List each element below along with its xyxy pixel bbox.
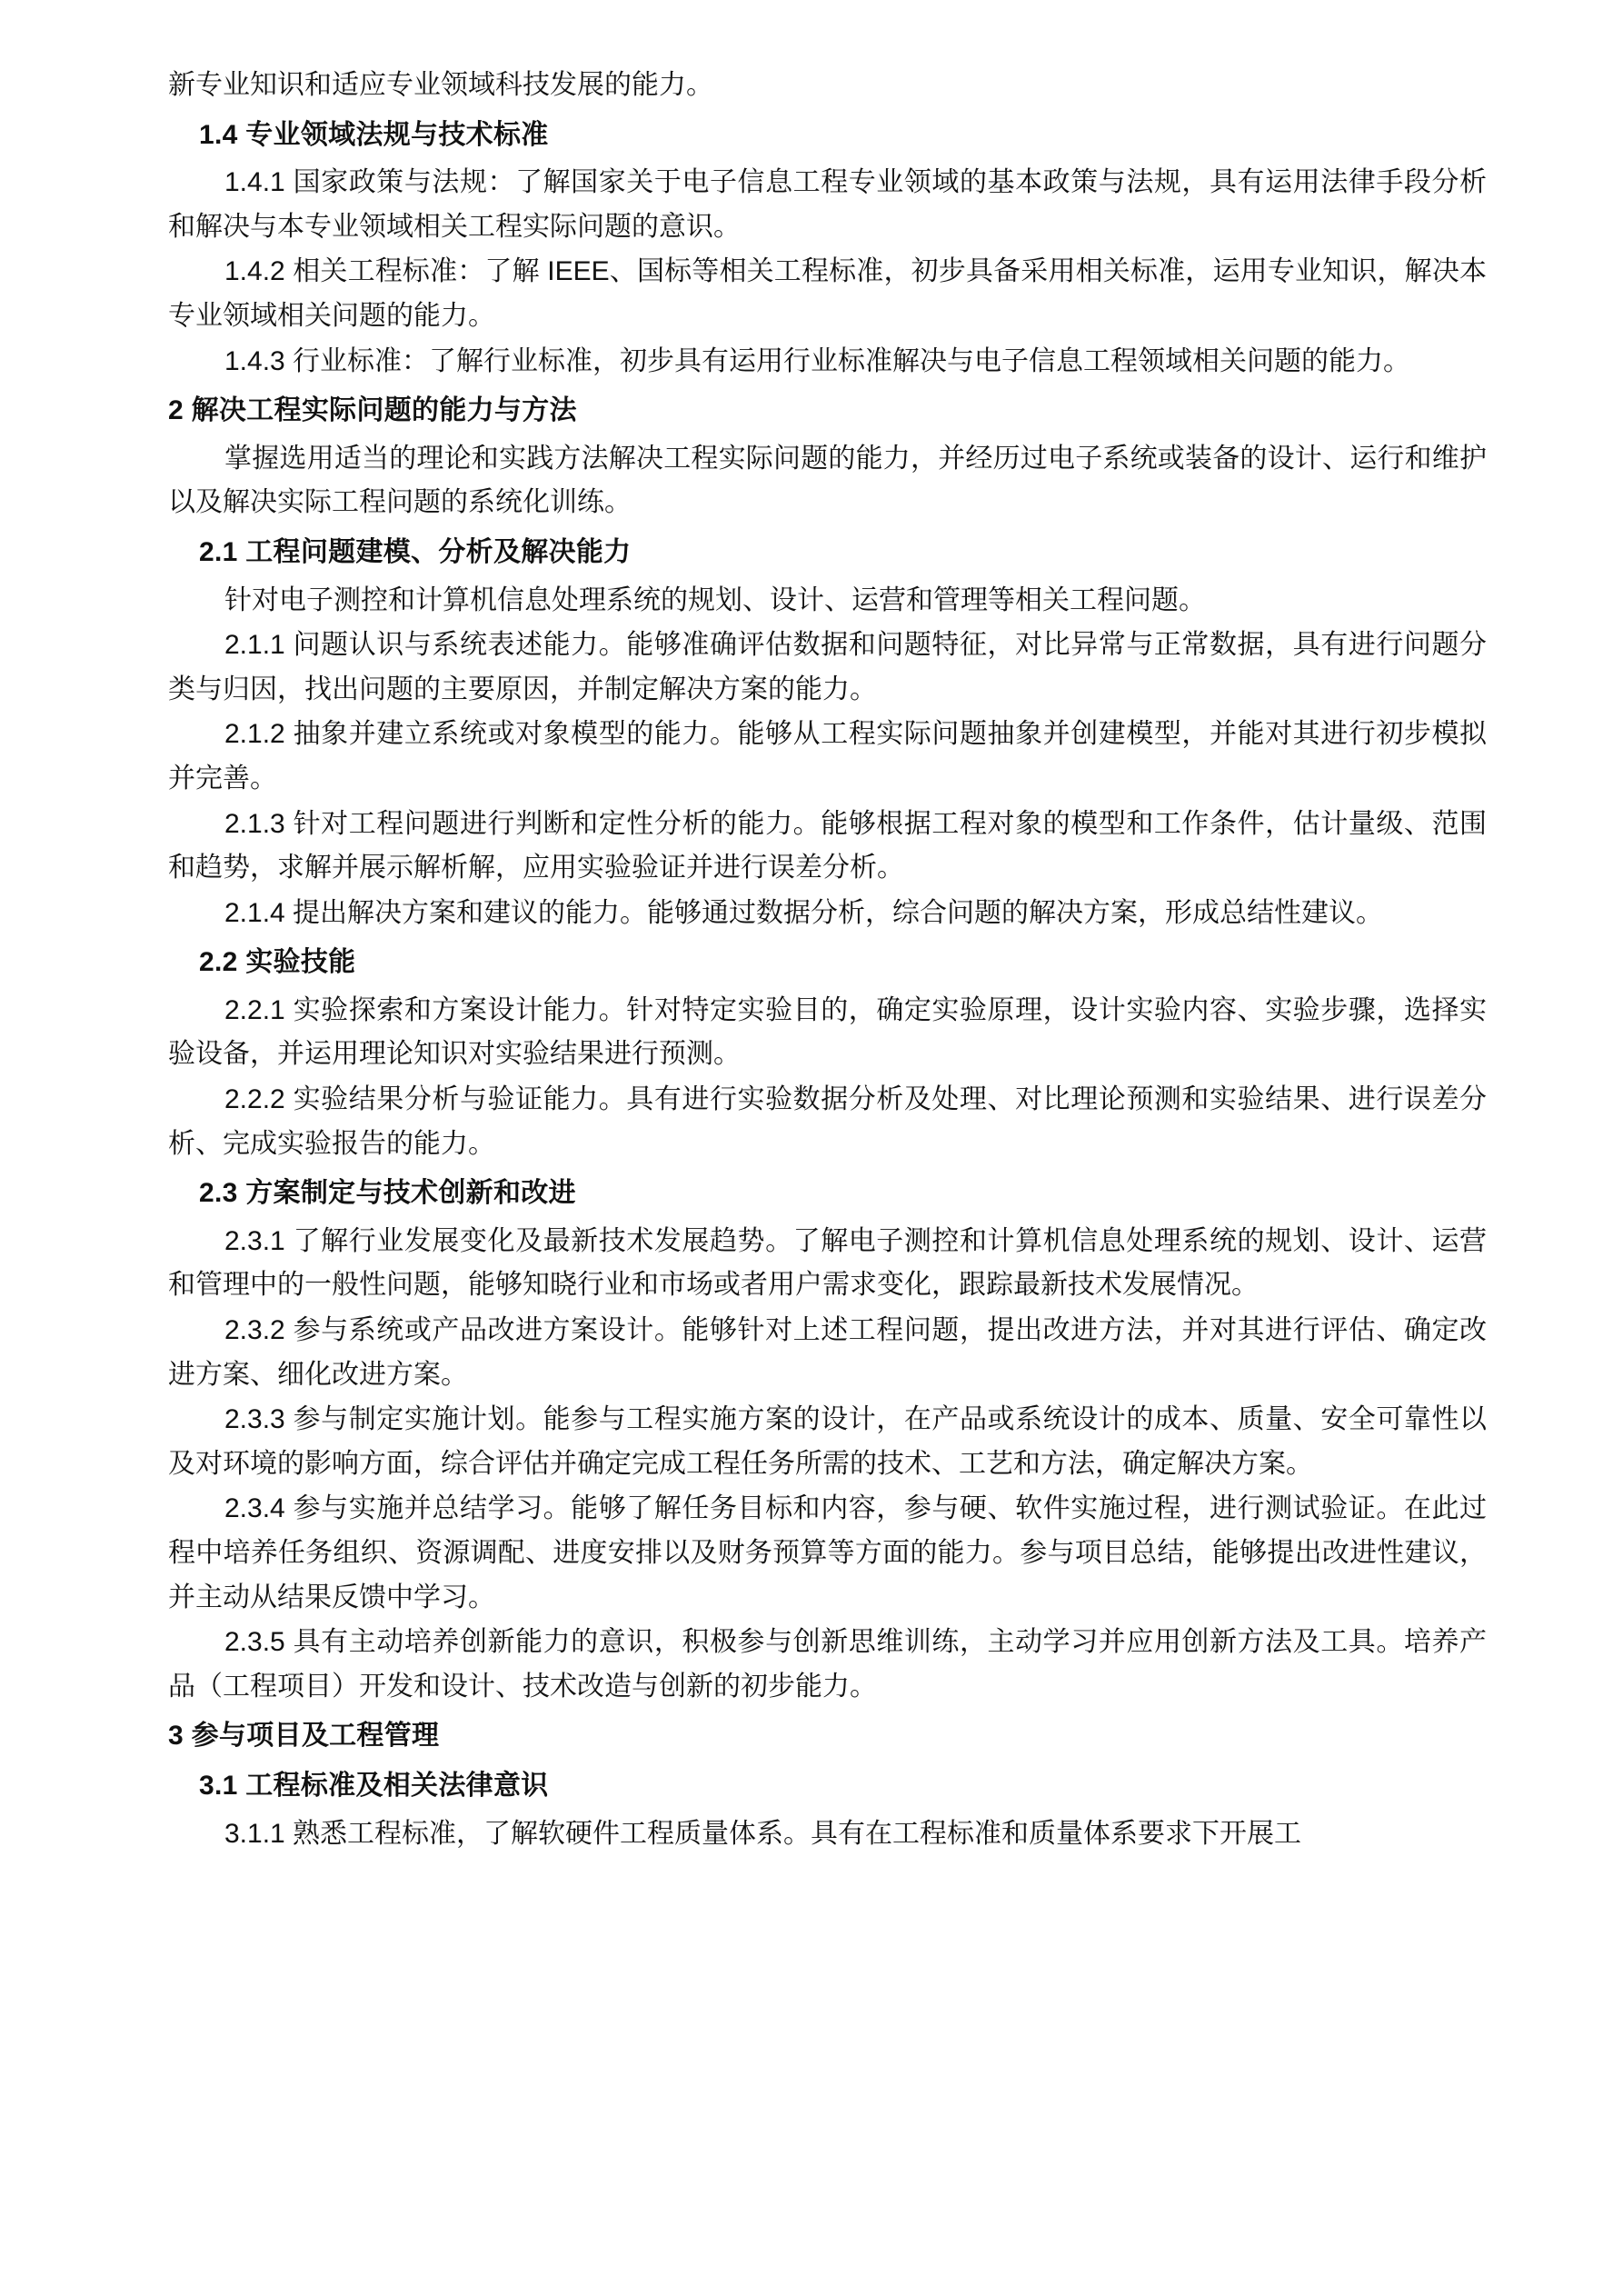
- paragraph-1-4-3: 1.4.3 行业标准：了解行业标准，初步具有运用行业标准解决与电子信息工程领域相关问题的能力。: [224, 345, 1411, 376]
- paragraph-3-1-1: 3.1.1 熟悉工程标准，了解软硬件工程质量体系。具有在工程标准和质量体系要求下开展工: [224, 1818, 1302, 1849]
- paragraph-1-4-2: 1.4.2 相关工程标准：了解 IEEE、国标等相关工程标准，初步具备采用相关标准，运用专业知识，解决本专业领域相关问题的能力。: [168, 256, 1487, 331]
- paragraph-2-3-1: 2.3.1 了解行业发展变化及最新技术发展趋势。了解电子测控和计算机信息处理系统的规划、设计、运营和管理中的一般性问题，能够知晓行业和市场或者用户需求变化，跟踪最新技术发展情况。: [168, 1225, 1487, 1301]
- paragraph-2-1-1: 2.1.1 问题认识与系统表述能力。能够准确评估数据和问题特征，对比异常与正常数据，具有进行问题分类与归因，找出问题的主要原因，并制定解决方案的能力。: [168, 630, 1487, 704]
- paragraph-2-3-4: 2.3.4 参与实施并总结学习。能够了解任务目标和内容，参与硬、软件实施过程，进行测试验证。在此过程中培养任务组织、资源调配、进度安排以及财务预算等方面的能力。参与项目总结，能够提出改进性建议，并主动从结果反馈中学习。: [168, 1493, 1487, 1612]
- paragraph-2-1-4: 2.1.4 提出解决方案和建议的能力。能够通过数据分析，综合问题的解决方案，形成总结性建议。: [224, 897, 1384, 928]
- heading-2: 2 解决工程实际问题的能力与方法: [168, 395, 577, 426]
- heading-3: 3 参与项目及工程管理: [168, 1721, 440, 1752]
- paragraph-2-2-1: 2.2.1 实验探索和方案设计能力。针对特定实验目的，确定实验原理，设计实验内容、实验步骤，选择实验设备，并运用理论知识对实验结果进行预测。: [168, 994, 1487, 1070]
- document-body: [168, 64, 1487, 1856]
- paragraph-2-1-2: 2.1.2 抽象并建立系统或对象模型的能力。能够从工程实际问题抽象并创建模型，并能对其进行初步模拟并完善。: [168, 719, 1487, 794]
- heading-2-1: 2.1 工程问题建模、分析及解决能力: [199, 536, 632, 567]
- paragraph-2-1-3: 2.1.3 针对工程问题进行判断和定性分析的能力。能够根据工程对象的模型和工作条件，估计量级、范围和趋势，求解并展示解析解，应用实验验证并进行误差分析。: [168, 808, 1487, 883]
- paragraph-continued: 新专业知识和适应专业领域科技发展的能力。: [168, 70, 713, 100]
- heading-1-4: 1.4 专业领域法规与技术标准: [199, 119, 549, 150]
- paragraph-1-4-1: 1.4.1 国家政策与法规：了解国家关于电子信息工程专业领域的基本政策与法规，具有运用法律手段分析和解决与本专业领域相关工程实际问题的意识。: [168, 167, 1487, 242]
- paragraph-2-3-5: 2.3.5 具有主动培养创新能力的意识，积极参与创新思维训练，主动学习并应用创新方法及工具。培养产品（工程项目）开发和设计、技术改造与创新的初步能力。: [168, 1627, 1487, 1702]
- paragraph-2-1-intro: 针对电子测控和计算机信息处理系统的规划、设计、运营和管理等相关工程问题。: [224, 584, 1206, 615]
- paragraph-2-3-3: 2.3.3 参与制定实施计划。能参与工程实施方案的设计，在产品或系统设计的成本、质量、安全可靠性以及对环境的影响方面，综合评估并确定完成工程任务所需的技术、工艺和方法，确定解决方案。: [168, 1404, 1487, 1479]
- heading-3-1: 3.1 工程标准及相关法律意识: [199, 1770, 549, 1801]
- heading-2-2: 2.2 实验技能: [199, 947, 356, 978]
- heading-2-3: 2.3 方案制定与技术创新和改进: [199, 1178, 576, 1209]
- paragraph-2-2-2: 2.2.2 实验结果分析与验证能力。具有进行实验数据分析及处理、对比理论预测和实验结果、进行误差分析、完成实验报告的能力。: [168, 1084, 1487, 1159]
- paragraph-2-3-2: 2.3.2 参与系统或产品改进方案设计。能够针对上述工程问题，提出改进方法，并对其进行评估、确定改进方案、细化改进方案。: [168, 1315, 1487, 1390]
- paragraph-2-intro: 掌握选用适当的理论和实践方法解决工程实际问题的能力，并经历过电子系统或装备的设计、运行和维护以及解决实际工程问题的系统化训练。: [168, 443, 1487, 518]
